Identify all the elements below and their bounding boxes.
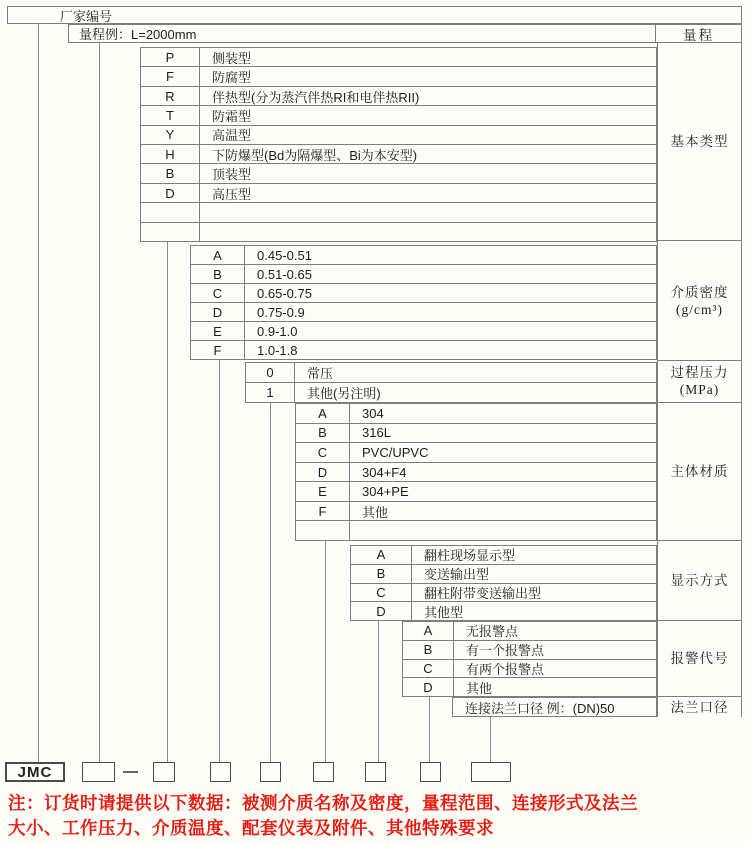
table-row (296, 462, 656, 482)
desc-cell: 防霜型 (212, 108, 252, 124)
table-row (191, 302, 656, 321)
code-cell: E (191, 322, 245, 340)
category-label-text: 主体材质 (670, 463, 729, 479)
category-label-text: 显示方式 (670, 572, 729, 588)
table-row (296, 501, 656, 521)
table-row (246, 382, 656, 402)
code-cell: D (141, 184, 200, 202)
desc-cell: 1.0-1.8 (257, 342, 298, 358)
model-box-pressure (260, 762, 281, 782)
code-cell: B (191, 265, 245, 283)
table-row (141, 183, 656, 202)
category-display-mode (658, 541, 741, 621)
connector-line-alarm (429, 697, 430, 762)
code-cell (141, 203, 200, 221)
desc-cell: 变送输出型 (424, 567, 490, 583)
category-medium-density (658, 241, 741, 361)
category-label-unit: (g/cm³) (675, 301, 724, 317)
desc-cell: 防腐型 (212, 70, 252, 86)
code-cell: D (191, 303, 245, 321)
code-cell: B (403, 641, 454, 659)
model-box-range (82, 762, 115, 782)
table-row (296, 404, 656, 423)
connector-line-manufacturer (38, 24, 39, 762)
category-label-text: 报警代号 (670, 651, 729, 667)
table-row (141, 125, 656, 144)
code-cell: D (351, 602, 412, 620)
table-row (246, 363, 656, 382)
desc-cell (200, 223, 656, 241)
desc-cell: 其他型 (424, 604, 464, 620)
table-row (191, 321, 656, 340)
code-cell: H (141, 145, 200, 163)
group-process-pressure (245, 362, 657, 403)
table-row (191, 264, 656, 283)
code-cell: D (403, 678, 454, 696)
connector-line-material (325, 541, 326, 762)
connector-line-density (219, 360, 220, 762)
table-row (403, 622, 656, 640)
table-row (296, 442, 656, 462)
group-alarm-code (402, 621, 657, 697)
range-category-label: 量程 (655, 25, 741, 42)
table-row (351, 601, 656, 620)
table-row (351, 583, 656, 602)
category-basic-type (658, 43, 741, 241)
category-label-text: 过程压力 (670, 365, 729, 381)
ordering-note-line1: 注：订货时请提供以下数据：被测介质名称及密度，量程范围、连接形式及法兰 (8, 793, 638, 813)
group-body-material (295, 403, 657, 541)
desc-cell: 侧装型 (212, 50, 252, 66)
table-row (141, 163, 656, 182)
category-flange-size (658, 697, 741, 717)
desc-cell: 高温型 (212, 128, 252, 144)
desc-cell: 伴热型(分为蒸汽伴热RI和电伴热RII) (212, 89, 420, 105)
table-row (141, 222, 656, 241)
code-cell: P (141, 48, 200, 66)
desc-cell: 0.65-0.75 (257, 285, 312, 301)
code-cell: E (296, 482, 350, 501)
desc-cell: 其他(另注明) (307, 386, 381, 401)
desc-cell: 0.75-0.9 (257, 304, 305, 320)
category-body-material (658, 403, 741, 541)
connector-line-basic-type (167, 242, 168, 762)
code-cell: D (296, 463, 350, 482)
desc-cell: 翻柱附带变送输出型 (424, 585, 542, 601)
code-cell: Y (141, 126, 200, 144)
group-display-mode (350, 545, 657, 621)
table-row (141, 105, 656, 124)
desc-cell: 304 (362, 405, 384, 421)
category-label-column (657, 43, 742, 717)
group-medium-density (190, 245, 657, 360)
table-row (141, 202, 656, 221)
desc-cell: 0.51-0.65 (257, 266, 312, 282)
table-row (403, 677, 656, 696)
desc-cell: 0.9-1.0 (257, 323, 298, 339)
ordering-note-line2: 大小、工作压力、介质温度、配套仪表及附件、其他特殊要求 (8, 818, 494, 838)
code-cell: T (141, 106, 200, 124)
code-cell: B (141, 164, 200, 182)
model-box-basic-type (153, 762, 175, 782)
code-cell: F (191, 341, 245, 359)
category-label-text: 法兰口径 (670, 699, 729, 715)
desc-cell: 有一个报警点 (466, 643, 545, 659)
desc-cell (350, 521, 656, 540)
code-cell (141, 223, 200, 241)
desc-cell: 顶装型 (212, 167, 252, 183)
desc-cell: 无报警点 (466, 624, 519, 640)
desc-cell: 316L (362, 425, 391, 441)
code-cell: B (296, 424, 350, 443)
model-box-alarm (420, 762, 441, 782)
model-box-density (210, 762, 231, 782)
model-box-display (365, 762, 386, 782)
model-dash (123, 771, 138, 773)
table-row (296, 423, 656, 443)
desc-cell: 其他 (362, 504, 389, 520)
group-basic-type (140, 47, 657, 242)
ordering-note (8, 791, 748, 841)
desc-cell: 有两个报警点 (466, 661, 545, 677)
table-row (141, 86, 656, 105)
code-cell: A (351, 546, 412, 564)
code-cell: C (403, 660, 454, 678)
table-row (403, 659, 656, 678)
table-row (296, 481, 656, 501)
connector-line-display (378, 621, 379, 762)
code-cell: C (351, 584, 412, 602)
category-label-text: 基本类型 (670, 134, 729, 150)
table-row (141, 48, 656, 66)
desc-cell: 下防爆型(Bd为隔爆型、Bi为本安型) (212, 147, 418, 163)
table-row (351, 564, 656, 583)
connector-line-range (99, 43, 100, 762)
code-cell: R (141, 87, 200, 105)
flange-size-text: 连接法兰口径 例：(DN)50 (465, 700, 615, 716)
model-box-material (313, 762, 334, 782)
desc-cell: 高压型 (212, 186, 252, 202)
code-cell: 1 (246, 383, 295, 402)
code-cell (296, 521, 350, 540)
flange-size-row (452, 697, 657, 717)
manufacturer-number-row (7, 6, 742, 24)
code-cell: 0 (246, 363, 295, 382)
table-row (351, 546, 656, 564)
table-row (191, 283, 656, 302)
code-cell: A (191, 246, 245, 264)
code-cell: A (296, 404, 350, 423)
desc-cell: PVC/UPVC (362, 444, 429, 460)
table-row (191, 340, 656, 359)
desc-cell: 常压 (307, 366, 334, 381)
model-prefix-box: JMC (5, 762, 65, 782)
range-example-text: 量程例：L=2000mm (79, 27, 197, 42)
code-cell: A (403, 622, 454, 640)
code-cell: F (141, 67, 200, 85)
table-row (191, 246, 656, 264)
category-process-pressure (658, 361, 741, 403)
desc-cell (200, 203, 656, 221)
desc-cell: 0.45-0.51 (257, 247, 312, 263)
table-row (141, 66, 656, 85)
table-row (296, 520, 656, 540)
model-box-flange (471, 762, 511, 782)
desc-cell: 304+PE (362, 484, 409, 500)
connector-line-flange (490, 717, 491, 762)
table-row (403, 640, 656, 659)
range-row (68, 24, 742, 43)
code-cell: F (296, 502, 350, 521)
category-label-unit: (MPa) (679, 382, 720, 398)
code-cell: C (296, 443, 350, 462)
desc-cell: 304+F4 (362, 464, 407, 480)
table-row (141, 144, 656, 163)
manufacturer-number-label: 厂家编号 (60, 8, 113, 24)
desc-cell: 其他 (466, 680, 493, 696)
desc-cell: 翻柱现场显示型 (424, 548, 516, 564)
category-alarm-code (658, 621, 741, 697)
code-cell: C (191, 284, 245, 302)
code-cell: B (351, 565, 412, 583)
connector-line-pressure (270, 403, 271, 762)
category-label-text: 介质密度 (670, 284, 729, 300)
